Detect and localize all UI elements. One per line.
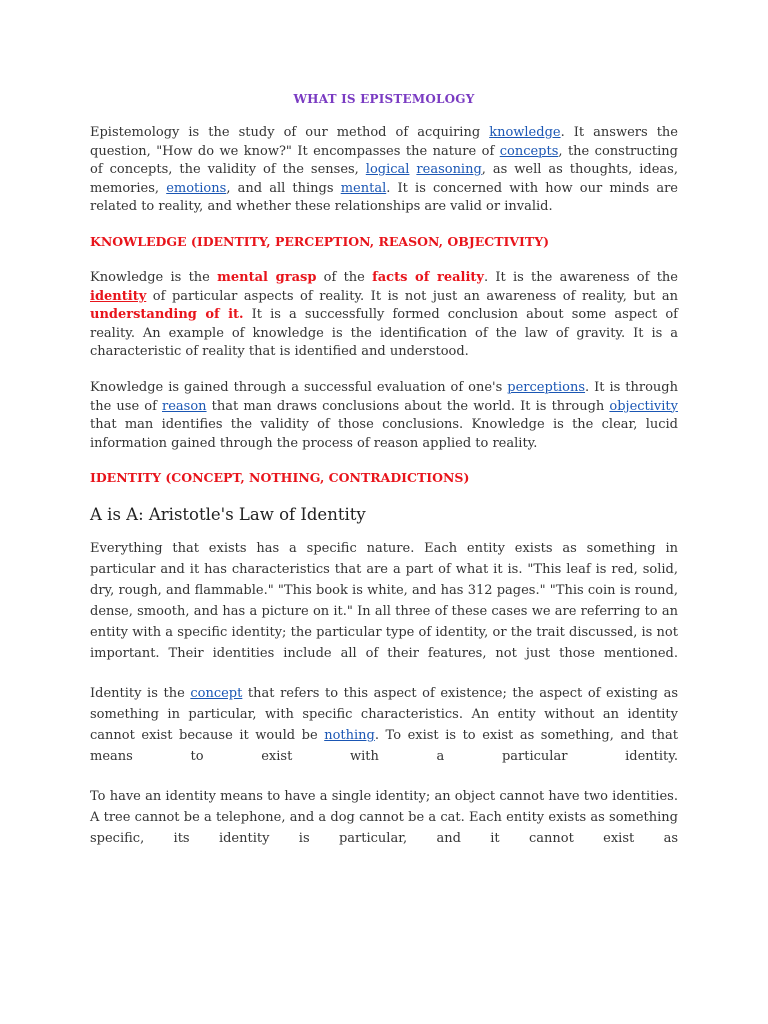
link-perceptions[interactable]: perceptions <box>507 379 586 395</box>
knowledge-heading: KNOWLEDGE (IDENTITY, PERCEPTION, REASON, OBJECTIVITY) <box>90 233 550 249</box>
identity-paragraph-2: Identity is the concept that refers to this aspect of existence; the aspect of existing as something in particular, with specific characteristics. An entity without an identity cannot exist because it would be nothing. To exist is to exist as something, and that means to exist with a particular identity. <box>90 686 679 765</box>
identity-heading: IDENTITY (CONCEPT, NOTHING, CONTRADICTIONS) <box>90 470 470 486</box>
link-logical[interactable]: logical <box>365 162 410 178</box>
emphasis-facts-of-reality: facts of reality <box>372 269 484 285</box>
link-concepts[interactable]: concepts <box>499 143 559 159</box>
identity-paragraph-1: Everything that exists has a specific nature. Each entity exists as something in particular and it has characteristics that are a part of what it is. "This leaf is red, solid, dry, rough, and flammable." "This book is white, and has 312 pages." "This coin is round, dense, smooth, and has a picture on it." In all three of these cases we are referring to an entity with a specific identity; the particular type of identity, or the trait discussed, is not important. Their identities include all of their features, not just those mentioned. <box>90 541 678 662</box>
link-reasoning[interactable]: reasoning <box>416 162 482 178</box>
link-emotions[interactable]: emotions <box>166 180 227 196</box>
emphasis-understanding: understanding of it. <box>90 307 244 323</box>
link-concept[interactable]: concept <box>190 686 243 702</box>
emphasis-mental-grasp: mental grasp <box>217 269 317 285</box>
identity-paragraph-3: To have an identity means to have a single identity; an object cannot have two identities. A tree cannot be a telephone, and a dog cannot be a cat. Each entity exists as something specific, its identity is particular, and it cannot exist as <box>90 789 678 847</box>
link-reason[interactable]: reason <box>162 398 207 414</box>
link-objectivity[interactable]: objectivity <box>609 398 678 414</box>
knowledge-paragraph-2: Knowledge is gained through a successful evaluation of one's perceptions. It is through the use of reason that man draws conclusions about the world. It is through objectivity that man identifies the validity of those conclusions. Knowledge is the clear, lucid information gained through the process of reason applied to reality. <box>90 379 678 451</box>
intro-paragraph: Epistemology is the study of our method of acquiring knowledge. It answers the question, "How do we know?" It encompasses the nature of concepts, the constructing of concepts, the validity of the senses, logical reasoning, as well as thoughts, ideas, memories, emotions, and all things mental. It is concerned with how our minds are related to reality, and whether these relationships are valid or invalid. <box>90 125 679 215</box>
link-nothing[interactable]: nothing <box>324 728 375 744</box>
law-of-identity-heading: A is A: Aristotle's Law of Identity <box>90 505 366 525</box>
link-mental[interactable]: mental <box>340 180 387 196</box>
page-title: WHAT IS EPISTEMOLOGY <box>293 92 475 106</box>
knowledge-paragraph-1: Knowledge is the mental grasp of the facts of reality. It is the awareness of the identity of particular aspects of reality. It is not just an awareness of reality, but an understanding of it. It is a successfully formed conclusion about some aspect of reality. An example of knowledge is the identification of the law of gravity. It is a characteristic of reality that is identified and understood. <box>90 269 678 360</box>
link-identity[interactable]: identity <box>90 288 147 304</box>
link-knowledge[interactable]: knowledge <box>489 125 561 140</box>
